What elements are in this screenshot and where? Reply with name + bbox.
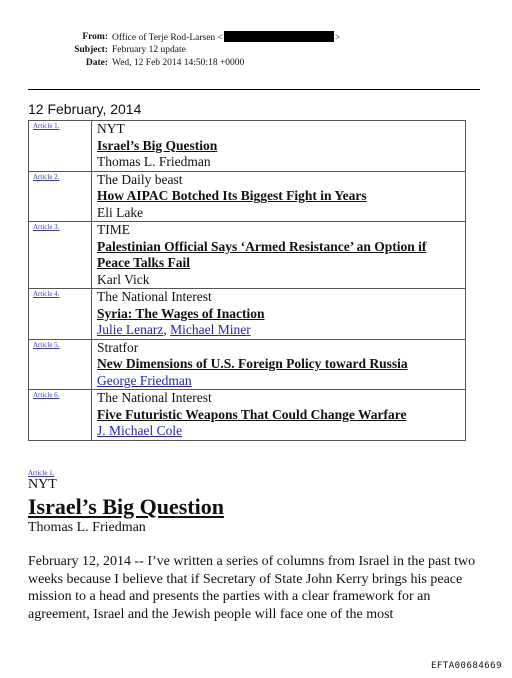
article-body-text: February 12, 2014 -- I’ve written a series of columns from Israel in the past two weeks because I believe that if Secretary of State John Kerry brings his peace mission to a head and presents the parties with a clear framework for an agreement, Israel and the Jewish people will face one of the most xyxy=(28,554,476,622)
author-link[interactable]: George Friedman xyxy=(97,372,192,388)
subject-row xyxy=(0,44,512,57)
article-title[interactable]: New Dimensions of U.S. Foreign Policy toward Russia xyxy=(97,356,408,371)
article-source: The National Interest xyxy=(97,390,212,405)
author-link[interactable]: Michael Miner xyxy=(170,322,251,337)
article-source: TIME xyxy=(97,222,130,237)
article-author: Thomas L. Friedman xyxy=(97,154,211,169)
article-title[interactable]: Five Futuristic Weapons That Could Change Warfare xyxy=(97,406,407,422)
table-row xyxy=(29,289,466,340)
date-heading: 12 February, 2014 xyxy=(28,101,142,117)
article-title[interactable]: How AIPAC Botched Its Biggest Fight in Years xyxy=(97,188,367,203)
document-id: EFTA00684669 xyxy=(430,661,502,671)
from-name: Office of Terje Rod-Larsen < xyxy=(112,33,223,43)
from-label: From: xyxy=(82,32,108,42)
article-author: Karl Vick xyxy=(97,271,150,287)
subject-label: Subject: xyxy=(74,45,108,55)
article-source: The Daily beast xyxy=(97,171,183,187)
article-3-link[interactable]: Article 3. xyxy=(33,223,60,231)
article-title[interactable]: Israel’s Big Question xyxy=(97,137,218,153)
article-4-link[interactable]: Article 4. xyxy=(33,290,60,298)
article-source: Stratfor xyxy=(97,339,139,355)
article-title[interactable]: Palestinian Official Says ‘Armed Resistance’ an Option if Peace Talks Fail xyxy=(97,238,427,270)
article-author: Eli Lake xyxy=(97,204,144,220)
from-row xyxy=(0,31,512,44)
article-title[interactable]: Syria: The Wages of Inaction xyxy=(97,305,265,321)
date-row xyxy=(0,57,512,70)
article-byline: Thomas L. Friedman xyxy=(28,520,146,535)
redaction-bar xyxy=(224,31,334,42)
date-value: Wed, 12 Feb 2014 14:50:18 +0000 xyxy=(112,58,245,68)
date-label: Date: xyxy=(85,58,108,68)
article-2-link[interactable]: Article 2. xyxy=(33,172,60,181)
from-value xyxy=(112,31,340,45)
article-title-heading: Israel’s Big Question xyxy=(28,494,224,519)
table-row xyxy=(29,121,466,172)
article-index-table xyxy=(28,120,466,441)
article-6-link[interactable]: Article 6. xyxy=(33,391,60,399)
article-source-heading: NYT xyxy=(28,477,57,492)
table-row xyxy=(29,171,466,222)
table-row xyxy=(29,390,466,441)
article-source: The National Interest xyxy=(97,289,212,304)
from-end: > xyxy=(334,33,341,43)
article-1-link[interactable]: Article 1. xyxy=(33,122,60,130)
author-separator: , xyxy=(163,322,171,337)
article-authors xyxy=(97,322,461,339)
email-header xyxy=(0,31,512,70)
article-5-link[interactable]: Article 5. xyxy=(33,340,60,349)
subject-value: February 12 update xyxy=(112,45,186,55)
author-link[interactable]: Julie Lenarz xyxy=(97,322,164,337)
author-link[interactable]: J. Michael Cole xyxy=(97,423,183,438)
header-divider xyxy=(28,89,480,90)
table-row xyxy=(29,222,466,289)
article-anchor-link[interactable]: Article 1. xyxy=(28,469,55,477)
table-row xyxy=(29,339,466,390)
article-source: NYT xyxy=(97,121,125,136)
